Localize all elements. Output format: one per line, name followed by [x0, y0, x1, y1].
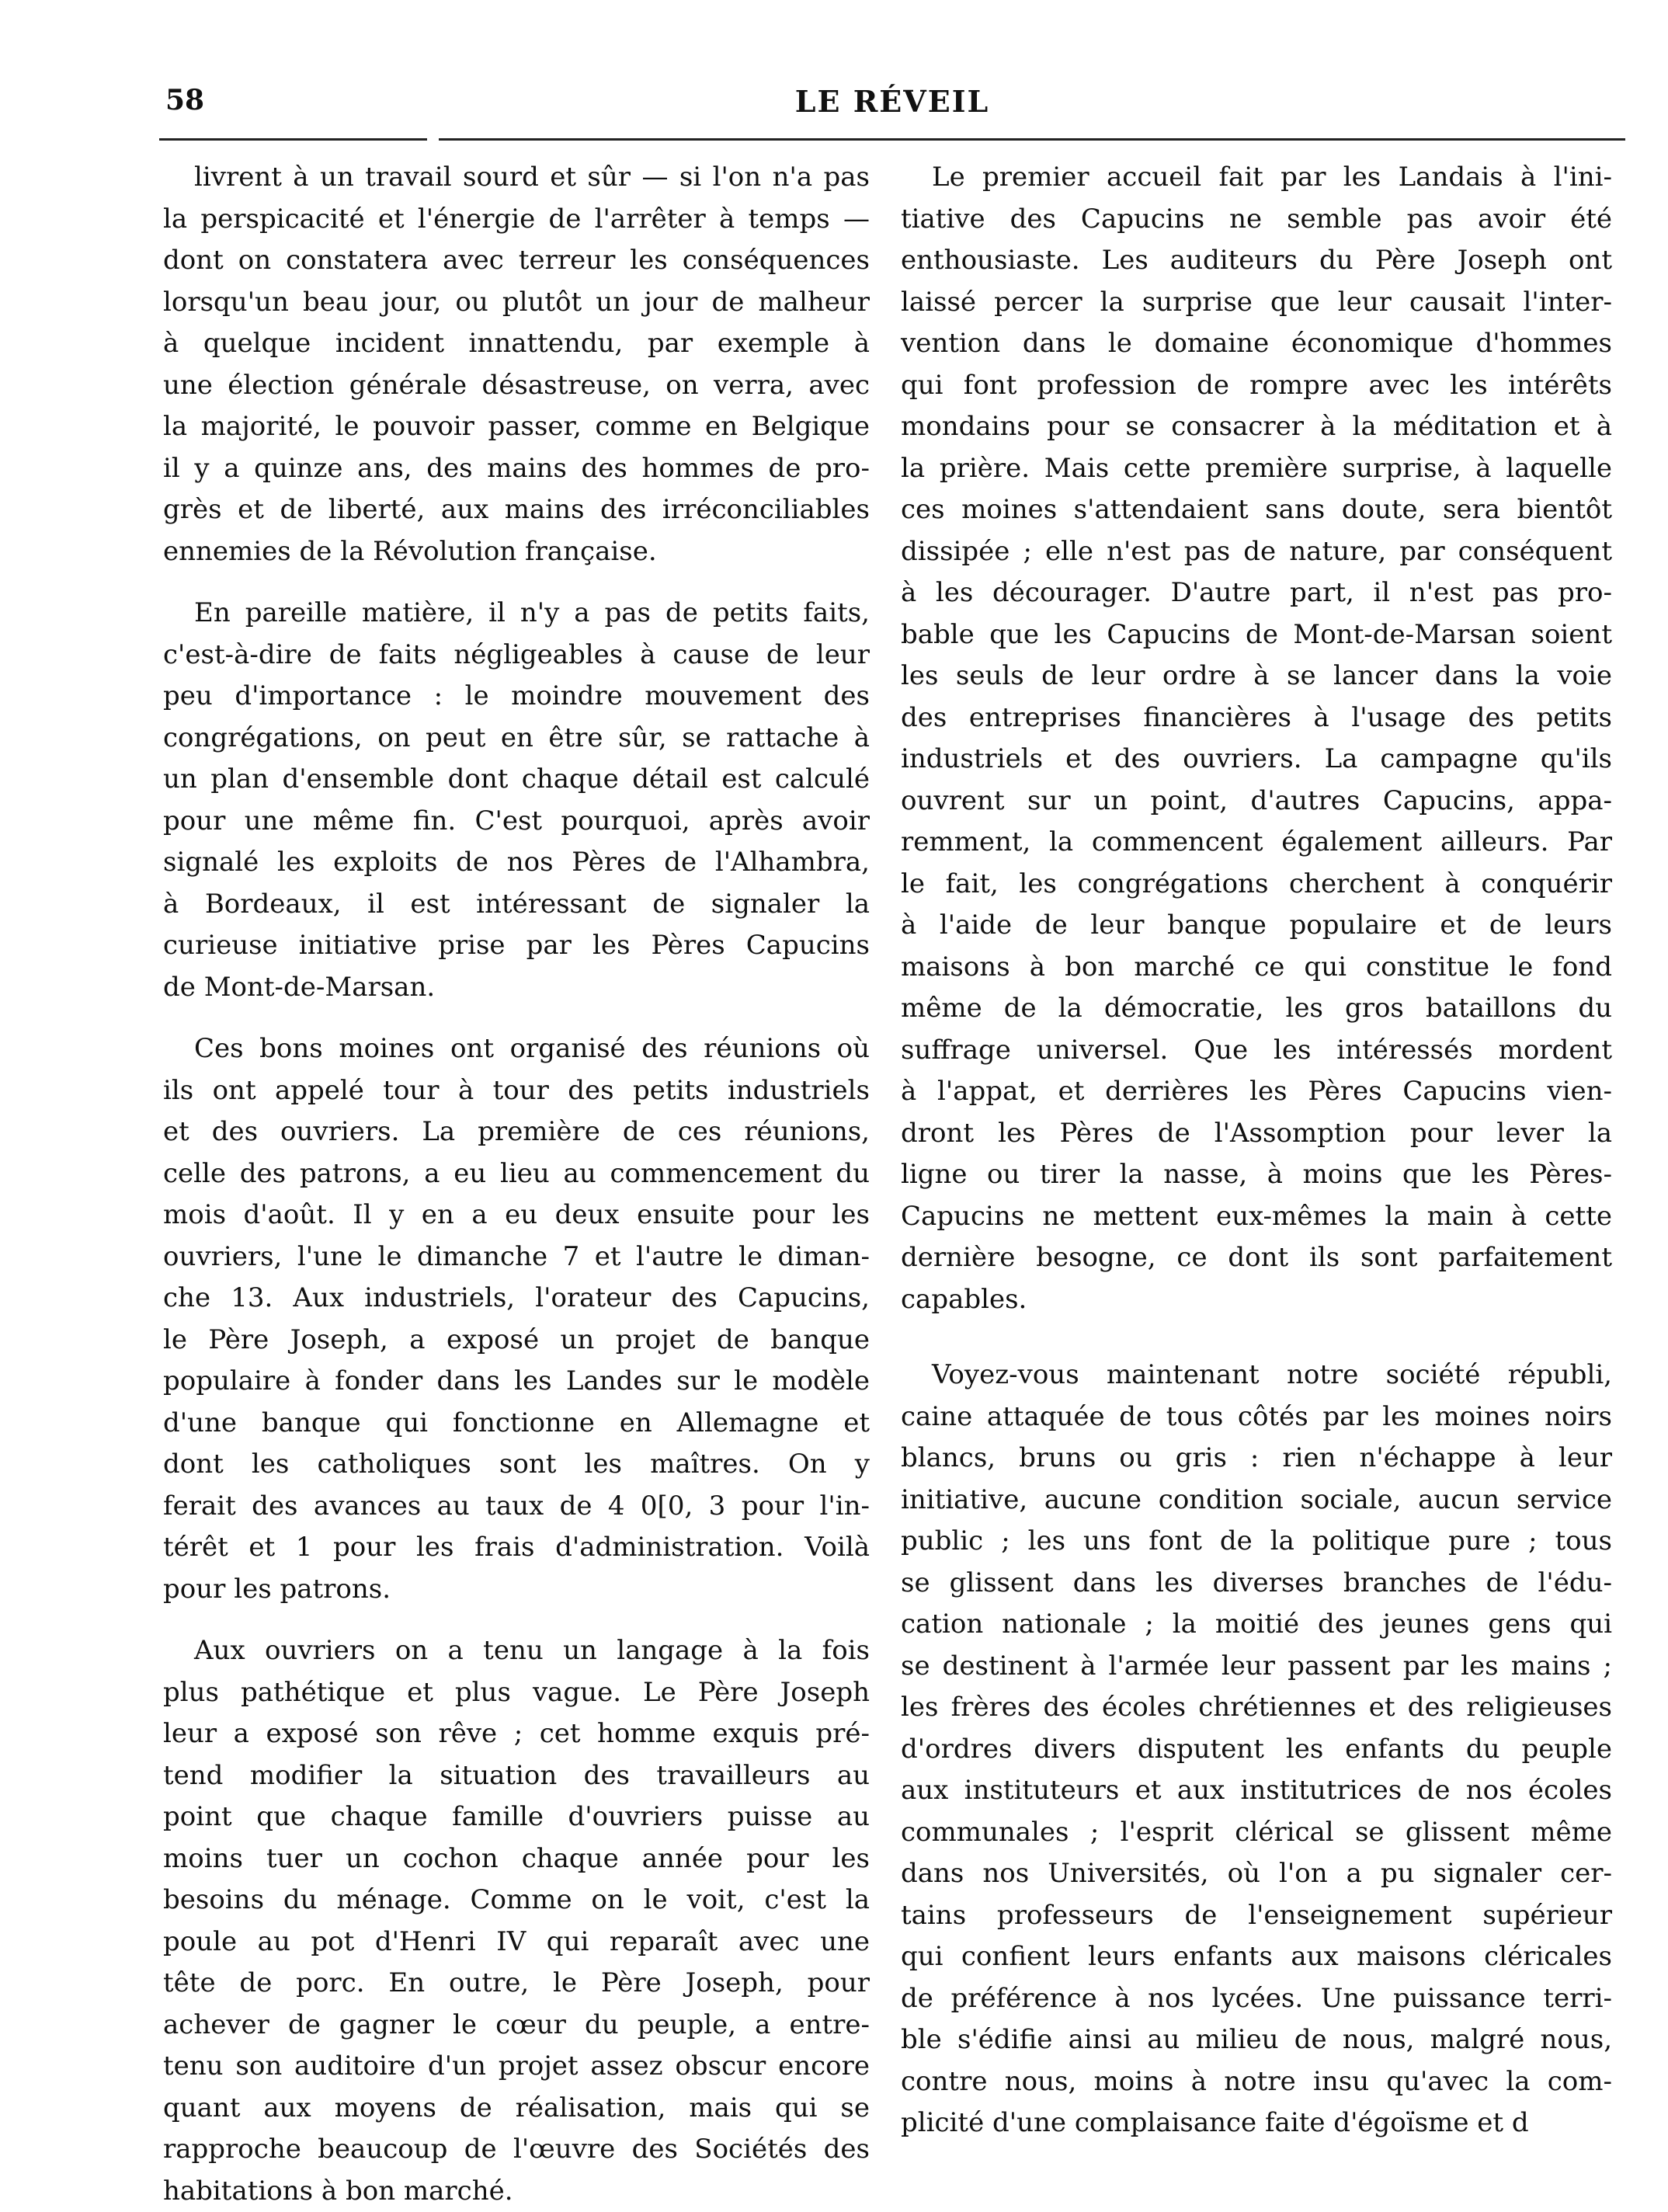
text-line: bable que les Capucins de Mont-de-Marsan soient: [901, 614, 1612, 656]
text-line: les frères des écoles chrétiennes et des religieuses: [901, 1687, 1612, 1729]
text-line: Aux ouvriers on a tenu un langage à la fois: [163, 1630, 870, 1672]
text-line: poule au pot d'Henri IV qui reparaît avec une: [163, 1922, 870, 1963]
text-line: même de la démocratie, les gros bataillons du: [901, 988, 1612, 1030]
text-line: tête de porc. En outre, le Père Joseph, pour: [163, 1963, 870, 2005]
text-line: le fait, les congrégations cherchent à conquérir: [901, 864, 1612, 906]
text-line: ferait des avances au taux de 4 0[0, 3 pour l'in-: [163, 1486, 870, 1528]
text-line: à quelque incident innattendu, par exemple à: [163, 323, 870, 365]
text-line: Ces bons moines ont organisé des réunions où: [163, 1028, 870, 1070]
text-line: le Père Joseph, a exposé un projet de banque: [163, 1320, 870, 1362]
text-line: moins tuer un cochon chaque année pour les: [163, 1838, 870, 1880]
text-line: à les décourager. D'autre part, il n'est pas pro-: [901, 572, 1612, 614]
text-line: laissé percer la surprise que leur causait l'inter-: [901, 282, 1612, 324]
text-line: se destinent à l'armée leur passent par les mains ;: [901, 1646, 1612, 1688]
text-line: industriels et des ouvriers. La campagne qu'ils: [901, 739, 1612, 781]
left-column: [163, 157, 870, 2212]
text-line: la prière. Mais cette première surprise, à laquelle: [901, 448, 1612, 490]
text-line: aux instituteurs et aux institutrices de nos écoles: [901, 1770, 1612, 1812]
text-line: besoins du ménage. Comme on le voit, c'est la: [163, 1880, 870, 1922]
text-line: ils ont appelé tour à tour des petits industriels: [163, 1070, 870, 1112]
text-line: de préférence à nos lycées. Une puissance terri-: [901, 1978, 1612, 2020]
text-line: pour les patrons.: [163, 1569, 870, 1611]
right-column: [901, 157, 1612, 2144]
text-line: à l'aide de leur banque populaire et de leurs: [901, 905, 1612, 947]
text-line: capables.: [901, 1279, 1612, 1321]
text-line: Capucins ne mettent eux-mêmes la main à cette: [901, 1196, 1612, 1238]
text-line: quant aux moyens de réalisation, mais qui se: [163, 2088, 870, 2130]
text-line: tiative des Capucins ne semble pas avoir été: [901, 199, 1612, 241]
text-line: cation nationale ; la moitié des jeunes gens qui: [901, 1604, 1612, 1646]
text-line: tains professeurs de l'enseignement supérieur: [901, 1895, 1612, 1937]
paragraph: [163, 157, 870, 572]
text-line: dans nos Universités, où l'on a pu signaler cer-: [901, 1853, 1612, 1895]
text-line: initiative, aucune condition sociale, aucun service: [901, 1480, 1612, 1522]
text-line: communales ; l'esprit clérical se glissent même: [901, 1812, 1612, 1854]
paragraph: [901, 157, 1612, 1320]
text-line: blancs, bruns ou gris : rien n'échappe à leur: [901, 1438, 1612, 1480]
text-line: curieuse initiative prise par les Pères Capucins: [163, 925, 870, 967]
header-rule-left: [159, 138, 427, 141]
text-line: En pareille matière, il n'y a pas de petits faits,: [163, 593, 870, 635]
paragraph-gap: [163, 572, 870, 593]
text-line: habitations à bon marché.: [163, 2171, 870, 2212]
text-line: enthousiaste. Les auditeurs du Père Joseph ont: [901, 240, 1612, 282]
text-line: ennemies de la Révolution française.: [163, 531, 870, 573]
text-line: signalé les exploits de nos Pères de l'Alhambra,: [163, 842, 870, 884]
text-line: remment, la commencent également ailleurs. Par: [901, 822, 1612, 864]
text-line: la majorité, le pouvoir passer, comme en Belgique: [163, 406, 870, 448]
text-line: plus pathétique et plus vague. Le Père Joseph: [163, 1672, 870, 1714]
text-line: et des ouvriers. La première de ces réunions,: [163, 1111, 870, 1153]
text-line: se glissent dans les diverses branches de l'édu-: [901, 1563, 1612, 1605]
text-line: térêt et 1 pour les frais d'administration. Voilà: [163, 1527, 870, 1569]
text-line: lorsqu'un beau jour, ou plutôt un jour de malheur: [163, 282, 870, 324]
paragraph: [901, 1355, 1612, 2144]
text-line: celle des patrons, a eu lieu au commencement du: [163, 1153, 870, 1195]
text-line: des entreprises financières à l'usage des petits: [901, 697, 1612, 739]
text-line: dernière besogne, ce dont ils sont parfaitement: [901, 1237, 1612, 1279]
text-line: Le premier accueil fait par les Landais à l'ini-: [901, 157, 1612, 199]
text-line: mois d'août. Il y en a eu deux ensuite pour les: [163, 1195, 870, 1236]
paragraph-gap: [163, 1008, 870, 1028]
paragraph: [163, 593, 870, 1008]
text-line: rapproche beaucoup de l'œuvre des Sociétés des: [163, 2129, 870, 2171]
text-line: les seuls de leur ordre à se lancer dans la voie: [901, 656, 1612, 697]
text-line: peu d'importance : le moindre mouvement des: [163, 676, 870, 718]
text-line: vention dans le domaine économique d'hommes: [901, 323, 1612, 365]
text-line: tend modifier la situation des travailleurs au: [163, 1755, 870, 1797]
text-line: achever de gagner le cœur du peuple, a entre-: [163, 2005, 870, 2047]
text-line: la perspicacité et l'énergie de l'arrêter à temps —: [163, 199, 870, 241]
text-line: leur a exposé son rêve ; cet homme exquis pré-: [163, 1713, 870, 1755]
page-number: 58: [165, 84, 204, 117]
text-line: à l'appat, et derrières les Pères Capucins vien-: [901, 1071, 1612, 1113]
paragraph: [163, 1630, 870, 2212]
text-line: à Bordeaux, il est intéressant de signaler la: [163, 884, 870, 926]
text-line: ces moines s'attendaient sans doute, sera bientôt: [901, 489, 1612, 531]
text-line: ouvriers, l'une le dimanche 7 et l'autre le diman-: [163, 1236, 870, 1278]
text-line: mondains pour se consacrer à la méditation et à: [901, 406, 1612, 448]
text-line: che 13. Aux industriels, l'orateur des Capucins,: [163, 1278, 870, 1320]
text-line: ligne ou tirer la nasse, à moins que les Pères-: [901, 1154, 1612, 1196]
paragraph-gap: [163, 1610, 870, 1630]
text-line: grès et de liberté, aux mains des irréconciliables: [163, 489, 870, 531]
text-line: plicité d'une complaisance faite d'égoïsme et d: [901, 2102, 1612, 2144]
text-line: contre nous, moins à notre insu qu'avec la com-: [901, 2061, 1612, 2103]
text-line: dront les Pères de l'Assomption pour lever la: [901, 1113, 1612, 1155]
text-line: d'une banque qui fonctionne en Allemagne et: [163, 1403, 870, 1445]
text-line: qui confient leurs enfants aux maisons cléricales: [901, 1936, 1612, 1978]
text-line: livrent à un travail sourd et sûr — si l'on n'a pas: [163, 157, 870, 199]
text-line: une élection générale désastreuse, on verra, avec: [163, 365, 870, 407]
text-line: point que chaque famille d'ouvriers puisse au: [163, 1796, 870, 1838]
text-line: dont on constatera avec terreur les conséquences: [163, 240, 870, 282]
text-line: qui font profession de rompre avec les intérêts: [901, 365, 1612, 407]
page-header: [159, 84, 1625, 130]
text-line: un plan d'ensemble dont chaque détail est calculé: [163, 759, 870, 801]
text-line: populaire à fonder dans les Landes sur le modèle: [163, 1361, 870, 1403]
text-line: pour une même fin. C'est pourquoi, après avoir: [163, 801, 870, 843]
text-line: tenu son auditoire d'un projet assez obscur encore: [163, 2046, 870, 2088]
text-line: c'est-à-dire de faits négligeables à cause de leur: [163, 635, 870, 676]
text-line: d'ordres divers disputent les enfants du peuple: [901, 1729, 1612, 1771]
text-line: il y a quinze ans, des mains des hommes de pro-: [163, 448, 870, 490]
text-line: de Mont-de-Marsan.: [163, 967, 870, 1009]
paragraph-gap: [901, 1320, 1612, 1355]
paragraph: [163, 1028, 870, 1610]
running-title: LE RÉVEIL: [159, 84, 1625, 119]
text-line: dissipée ; elle n'est pas de nature, par conséquent: [901, 531, 1612, 573]
text-line: caine attaquée de tous côtés par les moines noirs: [901, 1396, 1612, 1438]
text-line: Voyez-vous maintenant notre société républi,: [901, 1355, 1612, 1396]
text-line: maisons à bon marché ce qui constitue le fond: [901, 947, 1612, 989]
header-rule-right: [439, 138, 1625, 141]
text-line: congrégations, on peut en être sûr, se rattache à: [163, 718, 870, 760]
text-line: dont les catholiques sont les maîtres. On y: [163, 1444, 870, 1486]
text-line: ouvrent sur un point, d'autres Capucins, appa-: [901, 781, 1612, 823]
text-line: ble s'édifie ainsi au milieu de nous, malgré nous,: [901, 2019, 1612, 2061]
text-line: public ; les uns font de la politique pure ; tous: [901, 1521, 1612, 1563]
text-line: suffrage universel. Que les intéressés mordent: [901, 1030, 1612, 1072]
